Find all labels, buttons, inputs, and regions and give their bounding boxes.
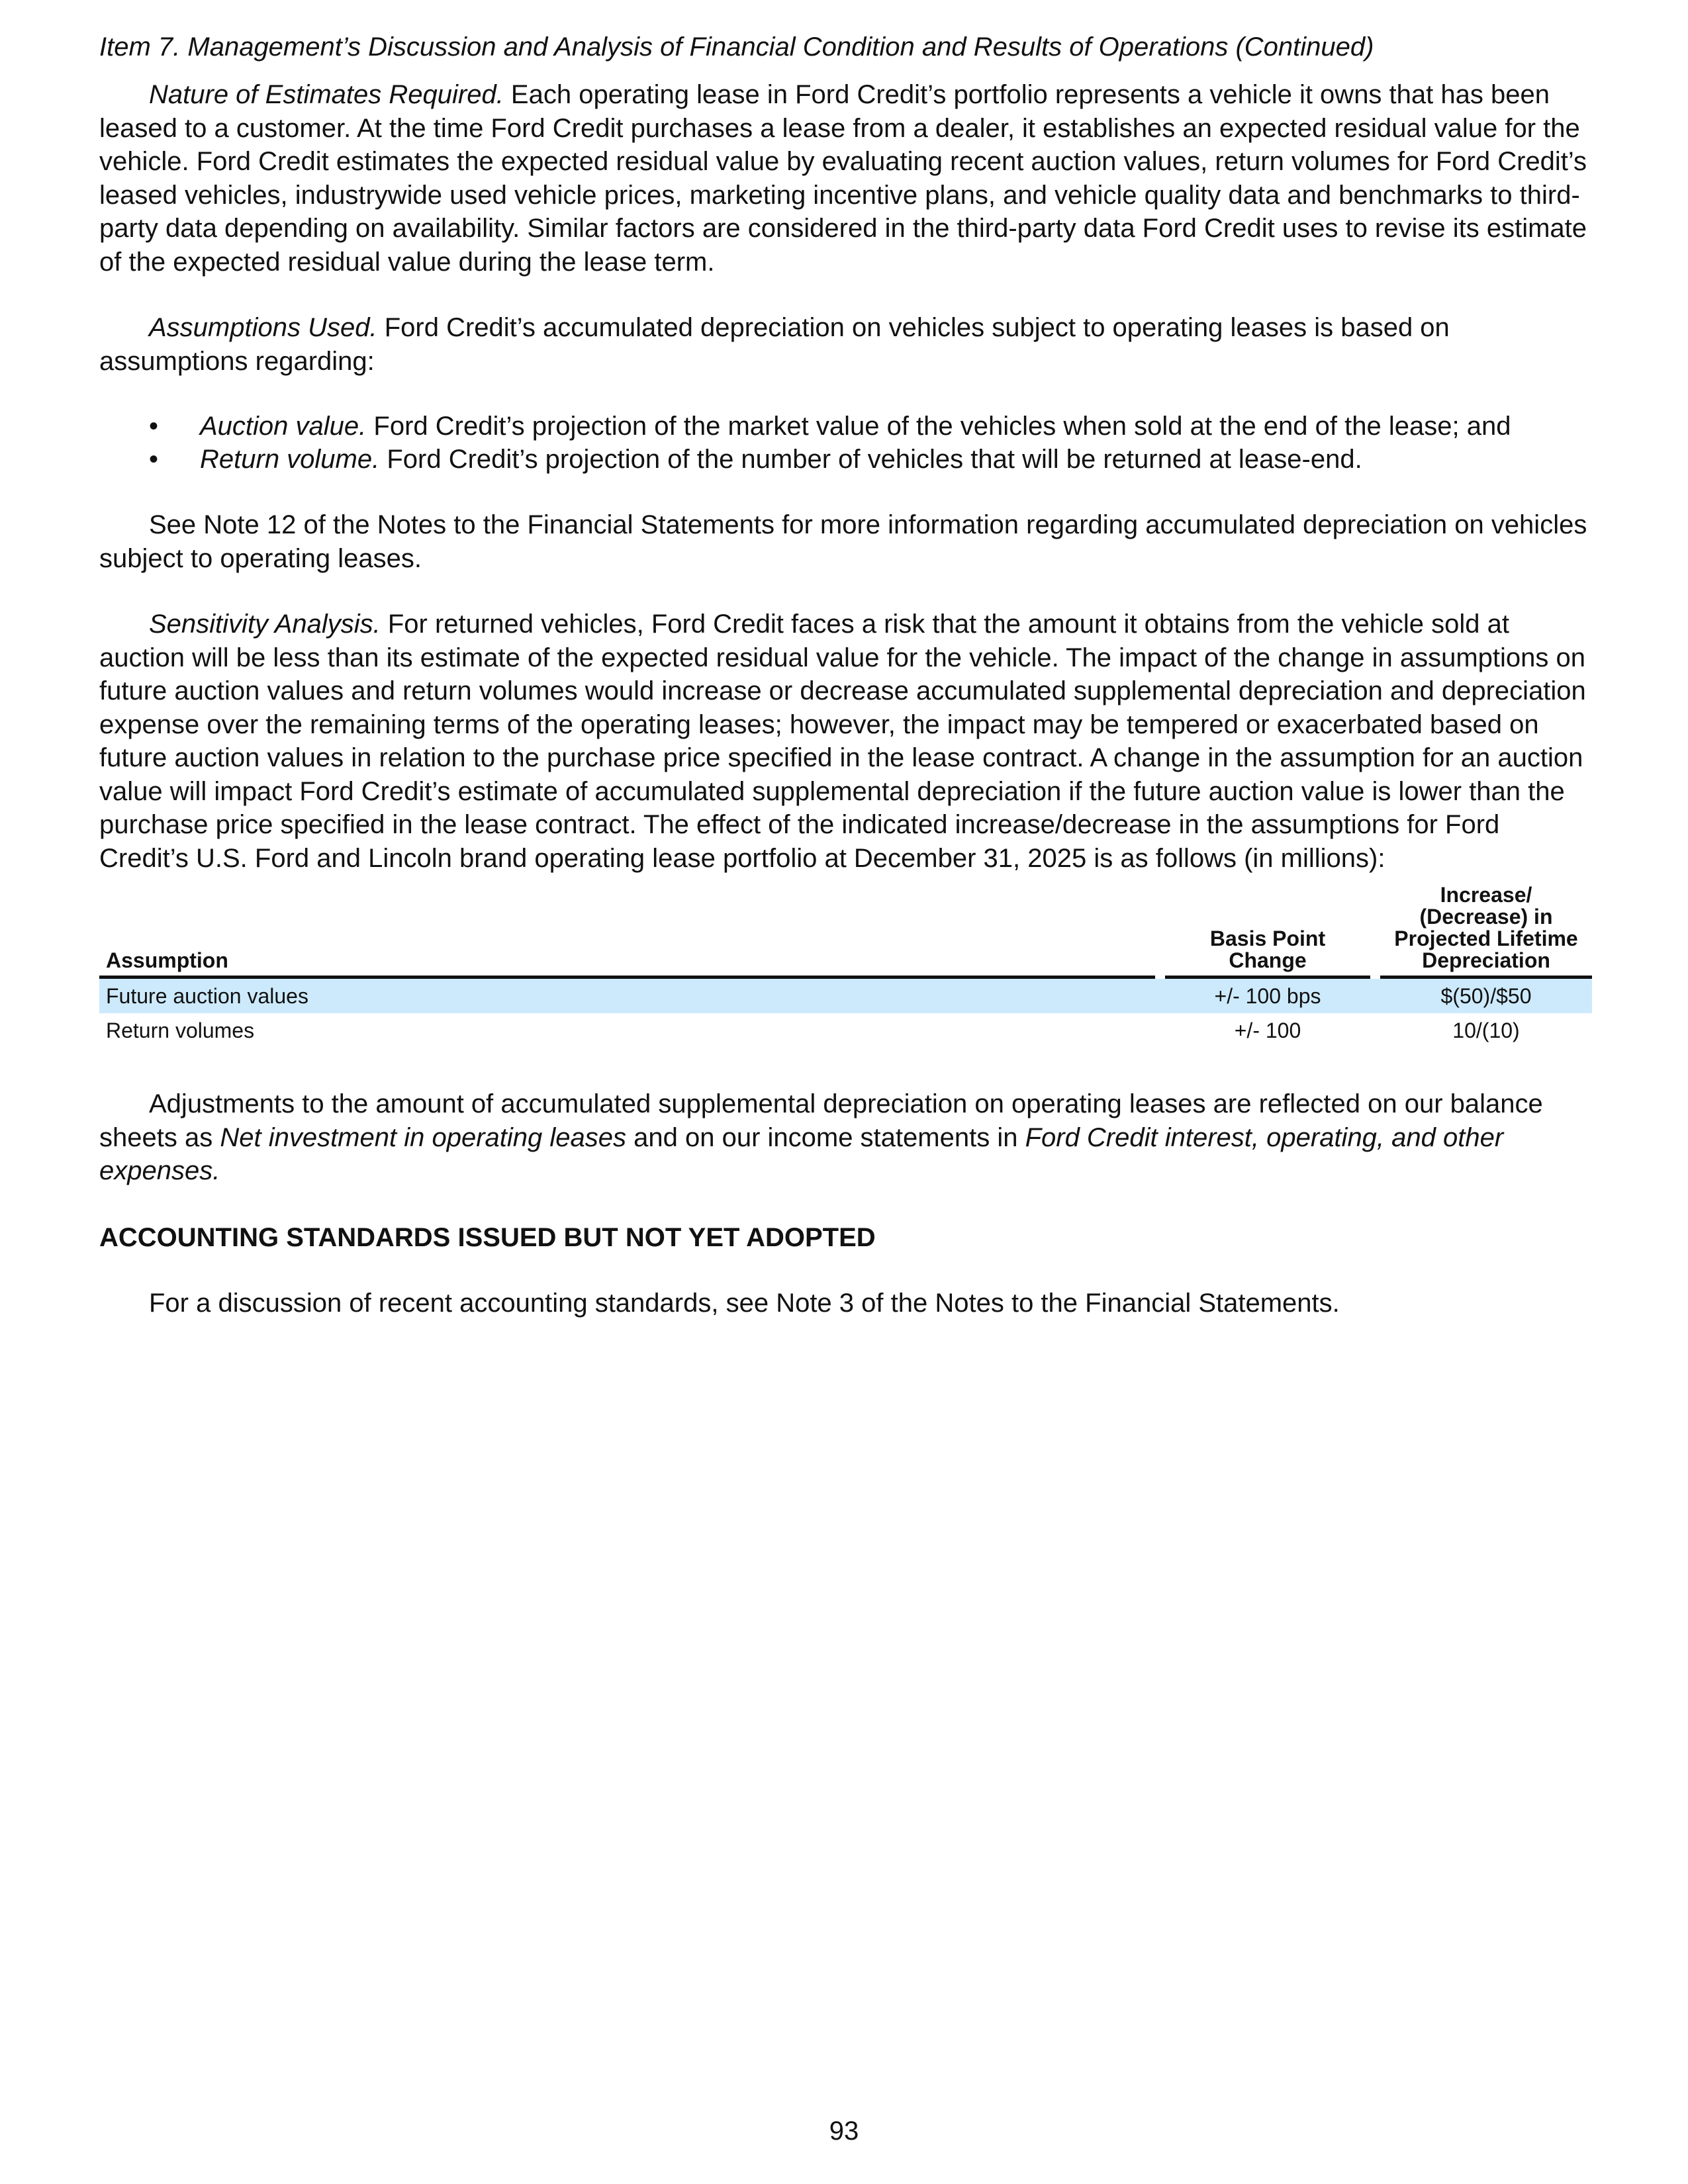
bullet-text: Ford Credit’s projection of the market value of the vehicles when sold at the end of the lease; and	[366, 412, 1511, 441]
sensitivity-analysis-paragraph	[99, 608, 1592, 875]
row-basis-change: +/- 100 bps	[1165, 979, 1370, 1013]
header-projected-depreciation: Increase/ (Decrease) in Projected Lifetime Depreciation	[1380, 884, 1592, 979]
page-header: Item 7. Management’s Discussion and Analysis of Financial Condition and Results of Operations (Continued)	[99, 32, 1374, 62]
bullet-lead: Return volume.	[200, 445, 380, 474]
bullet-return-volume	[99, 443, 1592, 476]
bullet-marker: •	[149, 412, 159, 441]
table-row	[99, 1013, 1592, 1048]
sensitivity-table	[99, 884, 1592, 1048]
nature-of-estimates-paragraph	[99, 78, 1592, 279]
bullet-lead: Auction value.	[200, 412, 367, 441]
page-number: 93	[829, 2116, 859, 2146]
nature-lead: Nature of Estimates Required.	[149, 80, 504, 109]
balance-sheet-line-item: Net investment in operating leases	[220, 1122, 626, 1152]
bullet-marker: •	[149, 445, 159, 474]
income-statement-line-item: Ford Credit interest, operating, and other expenses.	[99, 1122, 1504, 1185]
table-row	[99, 979, 1592, 1013]
adjustments-paragraph: Adjustments to the amount of accumulated supplemental depreciation on operating leases are reflected on our balance sheets as Net investment in operating leases and on our income statements in Ford Credit interest, operating, and other expenses.	[99, 1089, 1543, 1185]
row-assumption: Future auction values	[99, 979, 1155, 1013]
assumptions-lead: Assumptions Used.	[149, 313, 377, 342]
assumptions-text: Ford Credit’s accumulated depreciation on vehicles subject to operating leases is based on assumptions regarding:	[99, 313, 1450, 376]
row-impact: $(50)/$50	[1380, 979, 1592, 1013]
header-basis-point-change: Basis Point Change	[1165, 884, 1370, 979]
nature-text: Each operating lease in Ford Credit’s portfolio represents a vehicle it owns that has been leased to a customer. At the time Ford Credit purchases a lease from a dealer, it establishes an expected residual value for the vehicle. Ford Credit estimates the expected residual value by evaluating recent auction values, return volumes for Ford Credit’s leased vehicles, industrywide used vehicle prices, marketing incentive plans, and vehicle quality data and benchmarks to third-party data depending on availability. Similar factors are considered in the third-party data Ford Credit uses to revise its estimate of the expected residual value during the lease term.	[99, 80, 1587, 277]
row-impact: 10/(10)	[1452, 1019, 1520, 1042]
bullet-auction-value	[99, 410, 1592, 443]
header-assumption: Assumption	[99, 884, 1155, 979]
table-header-row	[99, 884, 1592, 979]
sensitivity-text: For returned vehicles, Ford Credit faces a risk that the amount it obtains from the vehicle sold at auction will be less than its estimate of the expected residual value for the vehicle. The impact of the change in assumptions on future auction values and return volumes would increase or decrease accumulated supplemental depreciation and depreciation expense over the remaining terms of the operating leases; however, the impact may be tempered or exacerbated based on future auction values in relation to the purchase price specified in the lease contract. A change in the assumption for an auction value will impact Ford Credit’s estimate of accumulated supplemental depreciation if the future auction value is lower than the purchase price specified in the lease contract. The effect of the indicated increase/decrease in the assumptions for Ford Credit’s U.S. Ford and Lincoln brand operating lease portfolio at December 31, 2025 is as follows (in millions):	[99, 610, 1586, 873]
assumption-bullet-list	[99, 410, 1592, 476]
sensitivity-lead: Sensitivity Analysis.	[149, 610, 381, 639]
row-assumption: Return volumes	[106, 1019, 255, 1042]
bullet-text: Ford Credit’s projection of the number of vehicles that will be returned at lease-end.	[379, 445, 1362, 474]
standards-paragraph: For a discussion of recent accounting standards, see Note 3 of the Notes to the Financial Statements.	[149, 1288, 1340, 1318]
section-heading: ACCOUNTING STANDARDS ISSUED BUT NOT YET ADOPTED	[99, 1222, 876, 1252]
assumptions-used-paragraph	[99, 311, 1592, 378]
row-basis-change: +/- 100	[1234, 1019, 1301, 1042]
document-page	[99, 28, 1592, 1320]
note-12-paragraph: See Note 12 of the Notes to the Financial Statements for more information regarding accumulated depreciation on vehicles subject to operating leases.	[99, 510, 1587, 573]
